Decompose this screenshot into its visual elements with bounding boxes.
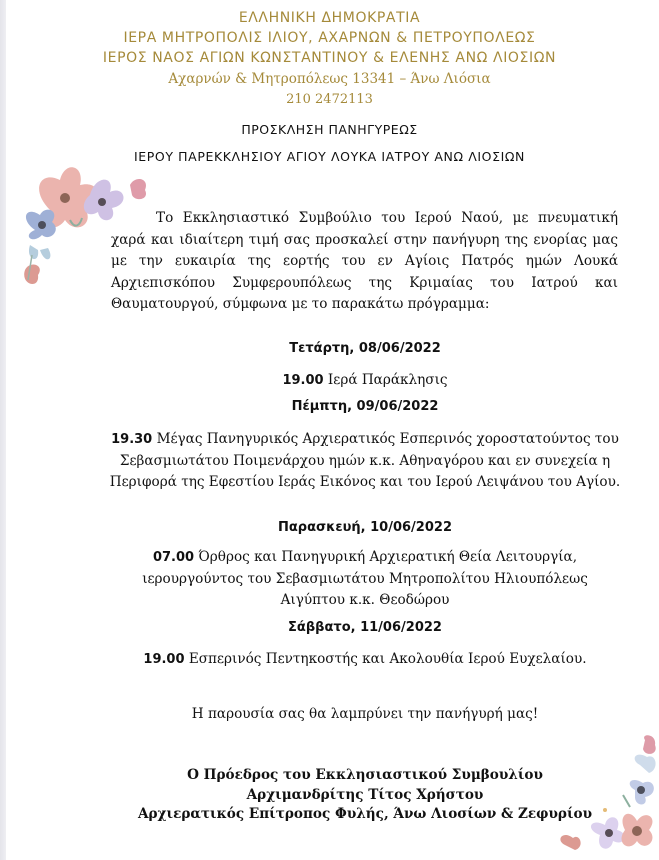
letterhead	[0, 8, 659, 110]
letterhead-state: ΕΛΛΗΝΙΚΗ ΔΗΜΟΚΡΑΤΙΑ	[238, 10, 421, 26]
schedule-day-3	[95, 520, 635, 535]
event-text: Ιερά Παράκλησις	[327, 372, 448, 388]
document-subtitle: ΙΕΡΟΥ ΠΑΡΕΚΚΛΗΣΙΟΥ ΑΓΙΟΥ ΛΟΥΚΑ ΙΑΤΡΟΥ ΑΝΩ ΛΙΟΣΙΩΝ	[134, 149, 525, 164]
document-title: ΠΡΟΣΚΛΗΣΗ ΠΑΝΗΓΥΡΕΩΣ	[241, 122, 418, 137]
schedule-event-3	[108, 547, 622, 612]
signature-title: Ο Πρόεδρος του Εκκλησιαστικού Συμβουλίου	[187, 767, 543, 783]
event-time: 19.30	[111, 432, 153, 447]
event-text: Εσπερινός Πεντηκοστής και Ακολουθία Ιερού Ευχελαίου.	[188, 651, 587, 667]
schedule-day-label: Πέμπτη, 09/06/2022	[291, 399, 439, 414]
letterhead-address: Αχαρνών & Μητροπόλεως 13341 – Άνω Λιόσια	[168, 71, 491, 87]
letterhead-church: ΙΕΡΟΣ ΝΑΟΣ ΑΓΙΩΝ ΚΩΝΣΤΑΝΤΙΝΟΥ & ΕΛΕΝΗΣ ΑΝΩ ΛΙΟΣΙΩΝ	[102, 50, 557, 66]
schedule-event-1	[95, 370, 635, 392]
event-time: 19.00	[282, 373, 324, 388]
schedule-day-label: Τετάρτη, 08/06/2022	[289, 341, 441, 356]
event-text: Μέγας Πανηγυρικός Αρχιερατικός Εσπερινός χοροστατούντος του Σεβασμιωτάτου Ποιμενάρχου ημών κ.κ. Αθηναγόρου και εν συνεχεία η Περιφορά της Εφεστίου Ιεράς Εικόνος και του Ιερού Λειψάνου του Αγίου.	[109, 431, 621, 490]
letterhead-phone: 210 2472113	[286, 92, 373, 107]
floral-decoration-icon	[545, 735, 659, 860]
event-text: Όρθρος και Πανηγυρική Αρχιερατική Θεία Λειτουργία, ιερουργούντος του Σεβασμιωτάτου Μητροπολίτου Ηλιουπόλεως Αιγύπτου κ.κ. Θεοδώρου	[142, 549, 588, 608]
closing-line: Η παρουσία σας θα λαμπρύνει την πανήγυρή μας!	[191, 706, 539, 722]
schedule-day-4	[95, 620, 635, 635]
event-time: 19.00	[143, 652, 185, 667]
signature-name: Αρχιμανδρίτης Τίτος Χρήστου	[246, 786, 484, 803]
signature-role: Αρχιερατικός Επίτροπος Φυλής, Άνω Λιοσίων & Ζεφυρίου	[137, 806, 593, 822]
schedule-day-1	[95, 341, 635, 356]
letterhead-metropolis: ΙΕΡΑ ΜΗΤΡΟΠΟΛΙΣ ΙΛΙΟΥ, ΑΧΑΡΝΩΝ & ΠΕΤΡΟΥΠΟΛΕΩΣ	[123, 30, 536, 46]
schedule-day-label: Σάββατο, 11/06/2022	[288, 620, 442, 635]
event-time: 07.00	[152, 550, 195, 565]
intro-paragraph: Το Εκκλησιαστικό Συμβούλιο του Ιερού Ναού, με πνευματική χαρά και ιδιαίτερη τιμή σας προσκαλεί στην πανήγυρη της ενορίας μας με την ευκαιρία της εορτής του εν Αγίοις Πατρός ημών Λουκά Αρχιεπισκόπου Συμφερουπόλεως της Κριμαίας του Ιατρού και Θαυματουργού, σύμφωνα με το παρακάτω πρόγραμμα:	[111, 210, 618, 312]
schedule-event-2	[108, 429, 622, 494]
schedule-event-4	[95, 649, 635, 671]
schedule-day-label: Παρασκευή, 10/06/2022	[277, 520, 452, 535]
schedule-day-2	[95, 399, 635, 414]
